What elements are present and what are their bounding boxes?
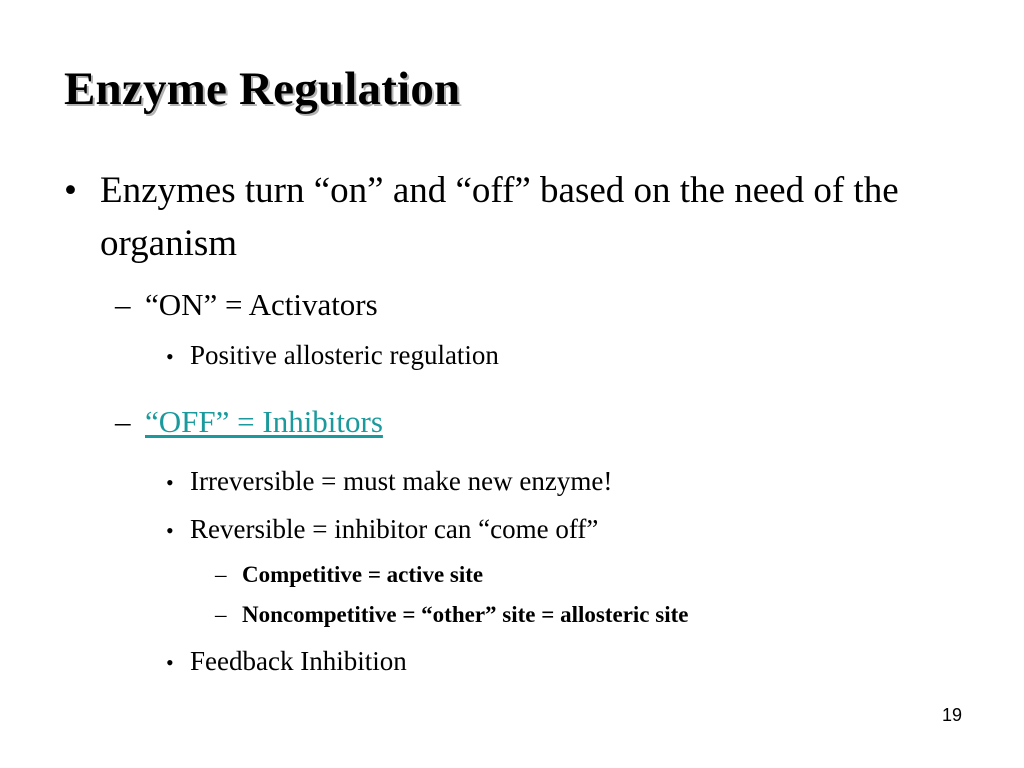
dash-marker: –: [115, 287, 131, 322]
bullet-marker: •: [64, 170, 77, 211]
slide-title: Enzyme Regulation: [64, 63, 461, 115]
bullet-enzymes-on-off: Enzymes turn “on” and “off” based on the need of the organism: [100, 170, 899, 264]
dash-marker: –: [115, 404, 131, 439]
bullet-irreversible: Irreversible = must make new enzyme!: [190, 466, 613, 496]
bullet-competitive: Competitive = active site: [242, 562, 484, 587]
dash-marker: –: [215, 602, 227, 627]
bullet-noncompetitive: Noncompetitive = “other” site = allosteric site: [242, 602, 689, 627]
bullet-positive-allosteric: Positive allosteric regulation: [190, 340, 499, 370]
bullet-reversible: Reversible = inhibitor can “come off”: [190, 514, 599, 544]
bullet-feedback-inhibition: Feedback Inhibition: [190, 646, 407, 676]
bullet-marker: •: [166, 650, 174, 675]
dash-marker: –: [215, 562, 227, 587]
bullet-on-activators: “ON” = Activators: [145, 287, 378, 322]
page-number: 19: [941, 705, 962, 725]
off-inhibitors-link[interactable]: “OFF” = Inhibitors: [145, 404, 383, 439]
bullet-marker: •: [166, 344, 174, 369]
bullet-marker: •: [166, 470, 174, 495]
bullet-marker: •: [166, 518, 174, 543]
